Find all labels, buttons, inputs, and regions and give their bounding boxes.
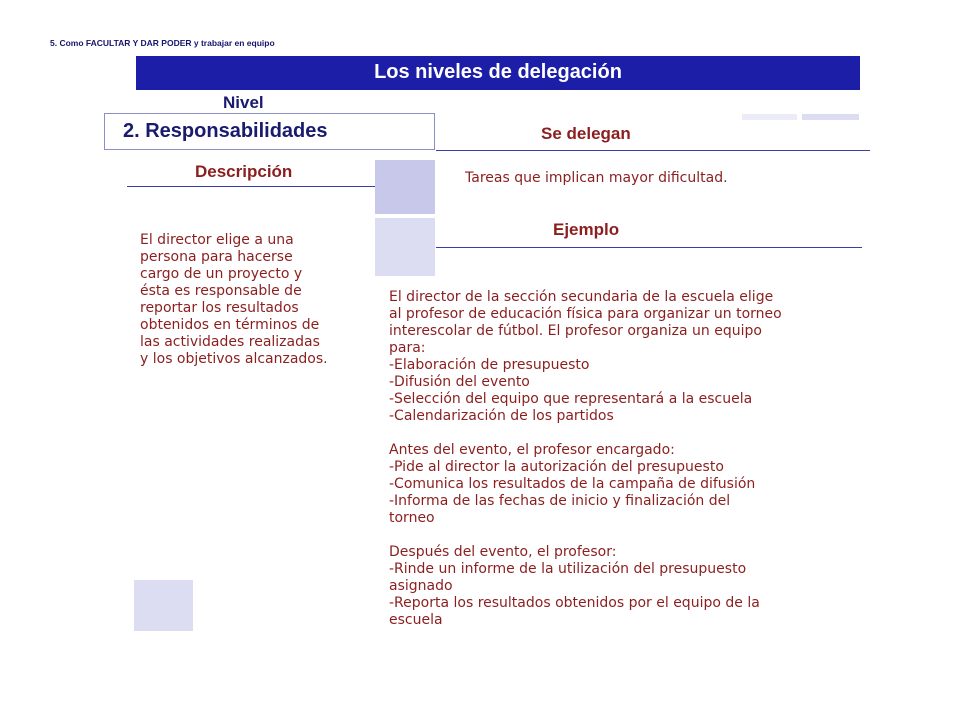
slide-title: 5. Como FACULTAR Y DAR PODER y trabajar en equipo [50,38,275,48]
divider-line [436,247,862,248]
ejemplo-header: Ejemplo [553,220,620,239]
banner-title: Los niveles de delegación [374,61,622,83]
decor-square [375,160,435,214]
table-banner [136,56,860,90]
nivel-header: Nivel [223,93,264,112]
level-box [104,113,435,150]
decor-square [742,114,797,120]
descripcion-header: Descripción [195,162,293,181]
se-delegan-header: Se delegan [541,124,631,143]
descripcion-value: El director elige a una persona para hacerse cargo de un proyecto y ésta es responsable de reportar los resultados obtenidos en términos de las actividades realizadas y los objetivos alcanzados. [140,232,328,367]
decor-square [802,114,859,120]
decor-square [375,218,435,276]
decor-square [134,580,193,631]
level-value: 2. Responsabilidades [123,120,328,142]
divider-line [127,186,375,187]
divider-line [436,150,870,151]
ejemplo-value: El director de la sección secundaria de la escuela elige al profesor de educación física para organizar un torneo interescolar de fútbol. El profesor organiza un equipo para: -Elaboración de presupuesto -Difusión del evento -Selección del equipo que representará a la escuela -Calendarización de los partidos Antes del evento, el profesor encargado: -Pide al director la autorización del presupuesto -Comunica los resultados de la campaña de difusión -Informa de las fechas de inicio y finalización del torneo Después del evento, el profesor: -Rinde un informe de la utilización del presupuesto asignado -Reporta los resultados obtenidos por el equipo de la escuela [389,289,782,628]
se-delegan-value: Tareas que implican mayor dificultad. [465,170,728,186]
